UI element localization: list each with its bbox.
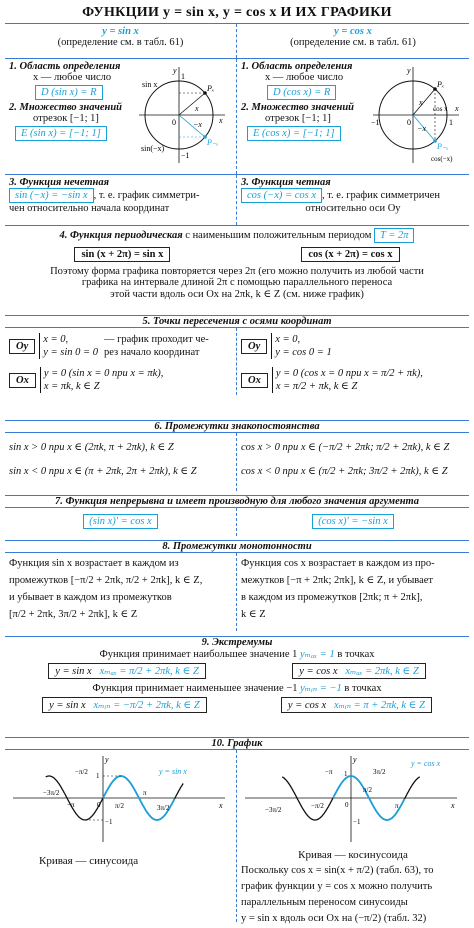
circle-mone-label: −1: [181, 151, 190, 160]
cos-function-label: y = cos x: [334, 26, 372, 37]
graph-m3pi2: −3π/2: [265, 806, 282, 814]
cos-negative: cos x < 0 при x ∈ (π/2 + 2πk; 3π/2 + 2πk), k ∈ Z: [241, 466, 448, 477]
sin-oy-line2: y = sin 0 = 0: [43, 347, 98, 358]
cos-period-formula: cos (x + 2π) = cos x: [301, 247, 399, 262]
cos-domain-formula: D (cos x) = R: [267, 85, 336, 100]
sin-negative: sin x < 0 при x ∈ (π + 2πk, 2π + 2πk), k ∈ Z: [9, 466, 197, 477]
reference-table: [5, 3, 469, 922]
circle-px-label: Pₓ: [437, 80, 445, 89]
cos-parity-text2: относительно оси Oy: [305, 203, 401, 214]
sin-intersections: [5, 328, 237, 395]
monotonicity-section: [5, 541, 469, 637]
cos-shift-line2: график функции y = cos x можно получить: [241, 881, 433, 892]
cos-domain-text: x — любое число: [265, 72, 344, 83]
sin-oy-line1: x = 0,: [43, 334, 69, 345]
cos-range-formula: E (cos x) = [−1; 1]: [247, 126, 341, 141]
parity-section: [5, 175, 469, 226]
cos-parity-formula: cos (−x) = cos x: [241, 188, 322, 203]
min-cos-points: xₘᵢₙ = π + 2πk, k ∈ Z: [334, 700, 425, 711]
cos-graph-col: [237, 750, 469, 922]
cos-mono-line2: межутков [−π + 2πk; 2πk], k ∈ Z, и убывает: [241, 575, 433, 586]
circle-y-axis: y: [173, 66, 177, 75]
max-cos-points: xₘₐₓ = 2πk, k ∈ Z: [345, 666, 419, 677]
graph-pi: π: [395, 802, 399, 810]
circle-angle-mx: −x: [417, 124, 426, 133]
sin-parity-heading: 3. Функция нечетная: [9, 177, 109, 188]
cos-range-text: отрезок [−1; 1]: [265, 113, 331, 124]
graph-mone: −1: [105, 818, 113, 826]
cos-header: [237, 24, 469, 58]
graph-3pi2: 3π/2: [157, 804, 170, 812]
circle-x-axis: x: [455, 104, 459, 113]
sin-range-formula: E (sin x) = [−1; 1]: [15, 126, 107, 141]
min-value: yₘᵢₙ = −1: [300, 683, 342, 694]
sin-positive: sin x > 0 при x ∈ (2πk, π + 2πk), k ∈ Z: [9, 442, 174, 453]
cos-unit-circle: [371, 65, 461, 165]
min-cos-fn: y = cos x: [287, 700, 327, 711]
graph-3pi2: 3π/2: [373, 768, 386, 776]
cos-ox-line2: x = π/2 + πk, k ∈ Z: [275, 381, 358, 392]
graph-pi2: π/2: [363, 786, 372, 794]
sin-parity: [5, 175, 237, 225]
cos-ox-label: Ox: [241, 373, 268, 388]
min-sin-fn: y = sin x: [49, 700, 86, 711]
cos-monotonicity: [237, 553, 469, 631]
cos-oy-line2: y = cos 0 = 1: [275, 347, 332, 358]
graph-x-axis: x: [219, 801, 223, 810]
graph-section: [5, 738, 469, 928]
cos-mono-line1: Функция cos x возрастает в каждом из про-: [241, 558, 435, 569]
cos-shift-line4: y = sin x вдоль оси Ox на (−π/2) (табл. 32): [241, 913, 427, 924]
circle-pmx-label: P₋ₓ: [207, 138, 219, 147]
functions-header: [5, 24, 469, 59]
circle-pmx-label: P₋ₓ: [437, 142, 449, 151]
max-sin-points: xₘₐₓ = π/2 + 2πk, k ∈ Z: [99, 666, 199, 677]
cos-mono-line3: в каждом из промежутков [2πk; π + 2πk],: [241, 592, 423, 603]
max-value: yₘₐₓ = 1: [300, 649, 335, 660]
sin-definition-ref: (определение см. в табл. 61): [57, 37, 184, 48]
cos-oy-line1: x = 0,: [275, 334, 301, 345]
sin-unit-circle: [137, 65, 227, 165]
graph-mpi2: −π/2: [75, 768, 88, 776]
extrema-section: [5, 637, 469, 738]
cos-derivative: [237, 508, 469, 536]
derivative-heading: 7. Функция непрерывна и имеет производную для любого значения аргумента: [5, 496, 469, 508]
periodicity-text-3: этой части вдоль оси Ox на 2πk, k ∈ Z (см. ниже график): [110, 289, 364, 300]
sin-oy-label: Oy: [9, 339, 35, 354]
period-formula: T = 2π: [374, 228, 415, 243]
sin-graph-col: [5, 750, 237, 922]
domain-range-section: [5, 59, 469, 175]
sin-parity-text2: чен относительно начала координат: [9, 203, 170, 214]
graph-heading: 10. График: [5, 738, 469, 750]
cos-domain-heading: 1. Область определения: [241, 61, 353, 72]
sin-ox-label: Ox: [9, 373, 36, 388]
circle-x-axis: x: [219, 116, 223, 125]
sin-ox-line1: y = 0 (sin x = 0 при x = πk),: [43, 368, 164, 379]
cos-range-heading: 2. Множество значений: [241, 102, 355, 113]
sin-sign: [5, 433, 237, 491]
cos-curve-caption: Кривая — косинусоида: [298, 849, 408, 861]
periodicity-heading: 4. Функция периодическая: [59, 230, 183, 241]
derivative-section: [5, 496, 469, 541]
graph-y-axis: y: [105, 755, 109, 764]
sin-mono-line4: [π/2 + 2πk, 3π/2 + 2πk], k ∈ Z: [9, 609, 138, 620]
cos-sign: [237, 433, 469, 491]
extrema-heading: 9. Экстремумы: [201, 637, 273, 648]
circle-sinmx-label: sin(−x): [141, 144, 165, 153]
cos-parity-text1: , т. е. график симметричен: [321, 190, 440, 201]
graph-pi2: π/2: [115, 802, 124, 810]
sin-range-heading: 2. Множество значений: [9, 102, 123, 113]
intersections-section: [5, 316, 469, 421]
graph-mpi: −π: [325, 768, 333, 776]
circle-cosx-label: cos x: [433, 105, 448, 113]
sin-range-text: отрезок [−1; 1]: [33, 113, 99, 124]
sin-period-formula: sin (x + 2π) = sin x: [74, 247, 170, 262]
sin-mono-line2: промежутков [−π/2 + 2πk, π/2 + 2πk], k ∈ Z,: [9, 575, 203, 586]
min-text: Функция принимает наименьшее значение −1: [92, 683, 298, 694]
sin-monotonicity: [5, 553, 237, 631]
sign-heading: 6. Промежутки знакопостоянства: [5, 421, 469, 433]
max-cos-fn: y = cos x: [299, 666, 338, 677]
cos-graph: [241, 752, 461, 844]
sin-domain-range: [5, 59, 237, 174]
sin-domain-text: x — любое число: [33, 72, 112, 83]
sin-mono-line1: Функция sin x возрастает в каждом из: [9, 558, 179, 569]
periodicity-text-2: графика на интервале длиной 2π с помощью параллельного переноса: [81, 277, 393, 288]
max-text-2: в точках: [337, 649, 375, 660]
page-title: ФУНКЦИИ y = sin x, y = cos x И ИХ ГРАФИКИ: [5, 3, 469, 24]
graph-mpi2: −π/2: [311, 802, 324, 810]
circle-y-axis: y: [407, 66, 411, 75]
cos-derivative-formula: (cos x)′ = −sin x: [312, 514, 394, 529]
sin-parity-formula: sin (−x) = −sin x: [9, 188, 94, 203]
periodicity-section: [5, 226, 469, 316]
sin-parity-text1: , т. е. график симметри-: [93, 190, 200, 201]
sin-mono-line3: и убывает в каждом из промежутков: [9, 592, 172, 603]
min-sin-points: xₘᵢₙ = −π/2 + 2πk, k ∈ Z: [93, 700, 200, 711]
circle-mone-label: −1: [371, 118, 380, 127]
circle-px-label: Pₓ: [207, 84, 215, 93]
circle-cosmx-label: cos(−x): [431, 155, 453, 163]
max-text: Функция принимает наибольшее значение 1: [99, 649, 298, 660]
cos-shift-line3: параллельным переносом синусоиды: [241, 897, 408, 908]
sin-function-label: y = sin x: [102, 26, 139, 37]
sin-curve-caption: Кривая — синусоида: [39, 855, 139, 867]
circle-angle-x: x: [419, 98, 423, 107]
circle-zero-label: 0: [172, 118, 176, 127]
periodicity-heading-2: с наименьшим положительным периодом: [182, 230, 372, 241]
graph-one: 1: [344, 770, 348, 778]
monotonicity-heading: 8. Промежутки монотонности: [5, 541, 469, 553]
graph-x-axis: x: [451, 801, 455, 810]
max-sin-fn: y = sin x: [55, 666, 92, 677]
graph-pi: π: [143, 789, 147, 797]
cos-mono-line4: k ∈ Z: [241, 609, 266, 620]
cos-intersections: [237, 328, 469, 395]
cos-domain-range: [237, 59, 469, 174]
min-text-2: в точках: [344, 683, 382, 694]
graph-y-axis: y: [353, 755, 357, 764]
circle-one-label: 1: [449, 118, 453, 127]
sin-domain-heading: 1. Область определения: [9, 61, 121, 72]
graph-zero: 0: [345, 801, 349, 809]
sin-oy-text1: — график проходит че-: [103, 334, 209, 345]
sin-ox-line2: x = πk, k ∈ Z: [43, 381, 100, 392]
sin-derivative-formula: (sin x)′ = cos x: [83, 514, 157, 529]
circle-zero-label: 0: [407, 118, 411, 127]
circle-angle-mx: −x: [193, 120, 202, 129]
cos-definition-ref: (определение см. в табл. 61): [290, 37, 416, 48]
cos-graph-label: y = cos x: [411, 759, 441, 768]
periodicity-text-1: Поэтому форма графика повторяется через 2π (его можно получить из любой части: [50, 266, 424, 277]
graph-m3pi2: −3π/2: [43, 789, 60, 797]
graph-zero: 0: [97, 801, 101, 809]
intersections-heading: 5. Точки пересечения с осями координат: [5, 316, 469, 328]
sin-oy-text2: рез начало координат: [103, 347, 200, 358]
sin-header: [5, 24, 237, 58]
sin-derivative: [5, 508, 237, 536]
cos-shift-line1: Поскольку cos x = sin(x + π/2) (табл. 63), то: [241, 865, 434, 876]
circle-angle-x: x: [195, 104, 199, 113]
cos-oy-label: Oy: [241, 339, 267, 354]
graph-mpi: −π: [67, 801, 75, 809]
circle-sinx-label: sin x: [142, 80, 158, 89]
cos-ox-line1: y = 0 (cos x = 0 при x = π/2 + πk),: [275, 368, 423, 379]
cos-parity-heading: 3. Функция четная: [241, 177, 331, 188]
sin-graph: [9, 752, 229, 844]
cos-positive: cos x > 0 при x ∈ (−π/2 + 2πk; π/2 + 2πk), k ∈ Z: [241, 442, 450, 453]
sin-graph-label: y = sin x: [159, 767, 187, 776]
sign-section: [5, 421, 469, 496]
circle-one-label: 1: [181, 72, 185, 81]
graph-mone: −1: [353, 818, 361, 826]
graph-one: 1: [96, 772, 100, 780]
sin-domain-formula: D (sin x) = R: [35, 85, 103, 100]
cos-parity: [237, 175, 469, 225]
